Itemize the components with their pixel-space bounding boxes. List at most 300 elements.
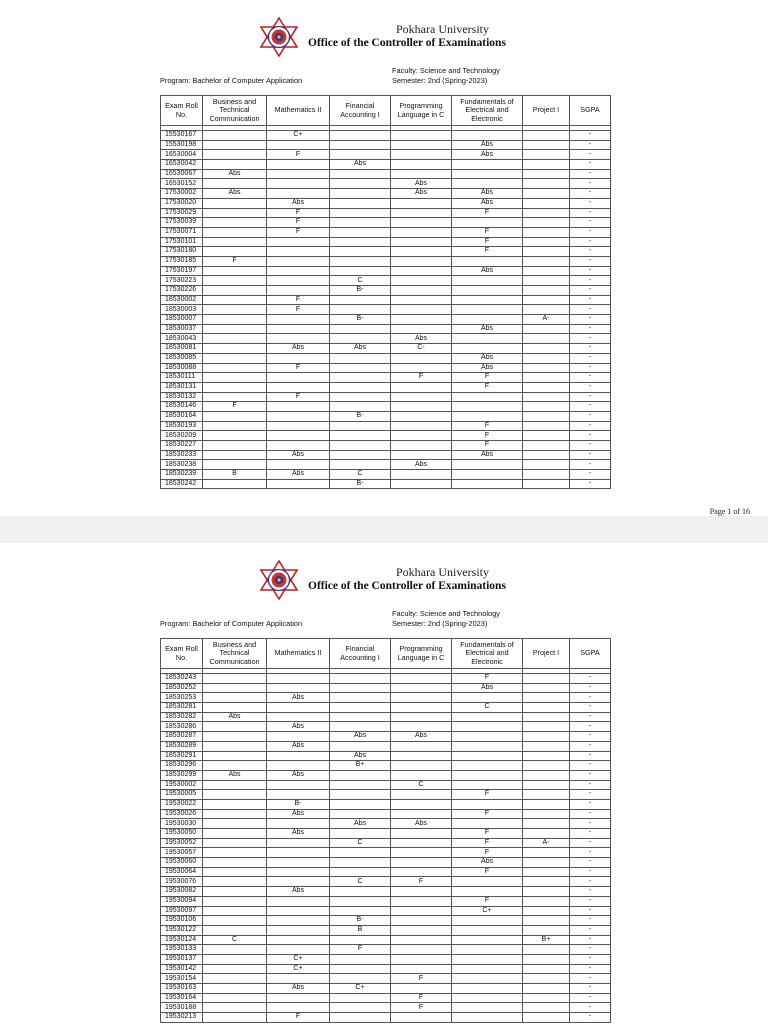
table-row — [161, 741, 611, 751]
col-header-mathematics: Mathematics II — [267, 96, 330, 126]
grade-cell: Abs — [330, 751, 391, 761]
grade-cell — [523, 460, 570, 470]
grade-cell — [330, 189, 391, 199]
exam-roll-cell: 19530030 — [161, 819, 203, 829]
grade-cell: F — [452, 441, 523, 451]
grade-cell — [523, 741, 570, 751]
sgpa-cell: - — [570, 722, 611, 732]
sgpa-cell: - — [570, 295, 611, 305]
grade-cell — [330, 324, 391, 334]
grade-cell — [523, 169, 570, 179]
grade-cell — [523, 334, 570, 344]
table-row — [161, 373, 611, 383]
grade-cell: F — [452, 838, 523, 848]
grade-cell — [267, 334, 330, 344]
grade-cell — [523, 421, 570, 431]
grade-cell: Abs — [452, 858, 523, 868]
grade-cell — [203, 974, 267, 984]
grade-cell — [330, 906, 391, 916]
grade-cell — [267, 237, 330, 247]
sgpa-cell: - — [570, 945, 611, 955]
table-row — [161, 858, 611, 868]
grade-cell — [267, 780, 330, 790]
grade-cell — [391, 479, 452, 489]
grade-cell — [452, 460, 523, 470]
table-row — [161, 411, 611, 421]
exam-roll-cell: 18530085 — [161, 353, 203, 363]
grade-cell — [523, 780, 570, 790]
grade-cell: F — [452, 790, 523, 800]
grade-cell — [203, 964, 267, 974]
grade-cell — [452, 974, 523, 984]
grade-cell — [523, 402, 570, 412]
sgpa-cell: - — [570, 790, 611, 800]
grade-cell — [523, 916, 570, 926]
grade-cell — [267, 353, 330, 363]
grade-cell — [523, 703, 570, 713]
sgpa-cell: - — [570, 392, 611, 402]
grade-cell — [523, 450, 570, 460]
grade-cell — [523, 363, 570, 373]
table-row — [161, 392, 611, 402]
grade-cell — [330, 858, 391, 868]
grade-cell — [391, 431, 452, 441]
grade-cell — [203, 703, 267, 713]
table-body — [161, 669, 611, 1023]
grade-cell — [391, 160, 452, 170]
grade-cell — [203, 867, 267, 877]
grade-cell — [330, 799, 391, 809]
table-row — [161, 887, 611, 897]
grade-cell — [203, 382, 267, 392]
table-header-row — [161, 639, 611, 669]
grade-cell — [523, 693, 570, 703]
grade-cell — [523, 732, 570, 742]
grade-cell — [391, 218, 452, 228]
grade-cell: F — [391, 993, 452, 1003]
sgpa-cell: - — [570, 867, 611, 877]
grade-cell — [267, 373, 330, 383]
faculty-label: Faculty: Science and Technology — [392, 609, 500, 618]
table-row — [161, 925, 611, 935]
table-row — [161, 460, 611, 470]
grade-cell — [203, 741, 267, 751]
grade-cell — [267, 479, 330, 489]
grade-cell: C — [330, 276, 391, 286]
grade-cell — [203, 218, 267, 228]
grade-cell — [267, 848, 330, 858]
grade-cell — [203, 150, 267, 160]
exam-roll-cell: 18530242 — [161, 479, 203, 489]
grade-cell: Abs — [267, 450, 330, 460]
grade-cell — [267, 858, 330, 868]
grade-cell: C — [330, 470, 391, 480]
exam-roll-cell: 17530002 — [161, 189, 203, 199]
grade-cell — [203, 392, 267, 402]
grade-cell — [391, 382, 452, 392]
grade-cell — [452, 479, 523, 489]
grade-cell — [391, 906, 452, 916]
grade-cell — [203, 208, 267, 218]
table-row — [161, 761, 611, 771]
grade-cell: Abs — [391, 334, 452, 344]
grade-cell — [452, 131, 523, 141]
grade-cell: F — [452, 431, 523, 441]
table-row — [161, 877, 611, 887]
sgpa-cell: - — [570, 770, 611, 780]
table-row — [161, 218, 611, 228]
grade-cell — [203, 896, 267, 906]
grade-cell — [203, 198, 267, 208]
sgpa-cell: - — [570, 373, 611, 383]
grade-cell — [267, 160, 330, 170]
university-logo-icon — [259, 560, 299, 600]
sgpa-cell: - — [570, 974, 611, 984]
grade-cell — [523, 799, 570, 809]
table-header-row — [161, 96, 611, 126]
grade-cell — [203, 140, 267, 150]
sgpa-cell: - — [570, 276, 611, 286]
grade-cell — [203, 353, 267, 363]
grade-cell: F — [391, 1003, 452, 1013]
exam-roll-cell: 16530042 — [161, 160, 203, 170]
exam-roll-cell: 19530097 — [161, 906, 203, 916]
sgpa-cell: - — [570, 363, 611, 373]
sgpa-cell: - — [570, 1013, 611, 1023]
program-label: Program: Bachelor of Computer Application — [160, 619, 303, 628]
grade-cell — [523, 809, 570, 819]
grade-cell — [203, 305, 267, 315]
sgpa-cell: - — [570, 780, 611, 790]
table-row — [161, 382, 611, 392]
grade-cell — [452, 712, 523, 722]
grade-cell: Abs — [391, 179, 452, 189]
grade-cell — [330, 334, 391, 344]
grade-cell: F — [452, 809, 523, 819]
exam-roll-cell: 18530291 — [161, 751, 203, 761]
grade-cell — [203, 276, 267, 286]
sgpa-cell: - — [570, 761, 611, 771]
grade-cell — [523, 925, 570, 935]
table-row — [161, 935, 611, 945]
grade-cell: F — [391, 373, 452, 383]
grade-cell — [391, 237, 452, 247]
grade-cell: Abs — [267, 470, 330, 480]
grade-cell: Abs — [452, 198, 523, 208]
grade-cell — [330, 373, 391, 383]
grade-cell — [267, 867, 330, 877]
grade-cell — [203, 266, 267, 276]
page-separator — [0, 516, 768, 543]
exam-roll-cell: 18530238 — [161, 460, 203, 470]
grade-cell — [203, 131, 267, 141]
table-row — [161, 954, 611, 964]
table-row — [161, 140, 611, 150]
grade-cell — [391, 295, 452, 305]
grade-cell — [391, 305, 452, 315]
grade-cell — [330, 964, 391, 974]
exam-roll-cell: 16530004 — [161, 150, 203, 160]
table-row — [161, 189, 611, 199]
grade-cell: Abs — [391, 189, 452, 199]
exam-roll-cell: 17530039 — [161, 218, 203, 228]
grade-cell — [267, 838, 330, 848]
grade-cell — [267, 286, 330, 296]
grade-cell — [523, 867, 570, 877]
grade-cell — [391, 683, 452, 693]
grade-cell — [330, 140, 391, 150]
grade-cell — [452, 402, 523, 412]
grade-cell — [267, 169, 330, 179]
grade-cell — [391, 751, 452, 761]
sgpa-cell: - — [570, 858, 611, 868]
grade-cell — [267, 402, 330, 412]
grade-cell: C+ — [267, 964, 330, 974]
grade-cell — [391, 674, 452, 684]
table-row — [161, 131, 611, 141]
grade-cell — [523, 674, 570, 684]
grade-cell — [391, 276, 452, 286]
col-header-exam-roll: Exam Roll No. — [161, 96, 203, 126]
grade-cell — [452, 169, 523, 179]
table-row — [161, 838, 611, 848]
grade-cell — [203, 227, 267, 237]
grade-cell — [523, 160, 570, 170]
table-row — [161, 712, 611, 722]
exam-roll-cell: 17530101 — [161, 237, 203, 247]
table-row — [161, 295, 611, 305]
grade-cell — [391, 693, 452, 703]
grade-cell — [203, 247, 267, 257]
grade-cell — [391, 703, 452, 713]
sgpa-cell: - — [570, 984, 611, 994]
sgpa-cell: - — [570, 838, 611, 848]
grade-cell — [330, 305, 391, 315]
sgpa-cell: - — [570, 247, 611, 257]
grade-cell — [203, 790, 267, 800]
office-title: Office of the Controller of Examinations — [308, 37, 506, 49]
grade-cell — [267, 421, 330, 431]
grade-cell — [203, 1003, 267, 1013]
grade-cell — [452, 218, 523, 228]
grade-cell — [203, 315, 267, 325]
grade-cell — [391, 140, 452, 150]
table-row — [161, 819, 611, 829]
grade-cell — [523, 984, 570, 994]
grade-cell — [203, 829, 267, 839]
grade-cell: B- — [330, 286, 391, 296]
grade-cell — [391, 799, 452, 809]
grade-cell: C — [330, 838, 391, 848]
grade-cell — [267, 674, 330, 684]
grade-cell — [523, 131, 570, 141]
grade-cell — [391, 324, 452, 334]
exam-roll-cell: 19530060 — [161, 858, 203, 868]
grade-cell — [523, 382, 570, 392]
sgpa-cell: - — [570, 334, 611, 344]
grade-cell — [452, 819, 523, 829]
grade-cell — [523, 392, 570, 402]
grade-cell: F — [330, 945, 391, 955]
grade-cell — [203, 906, 267, 916]
grade-cell — [203, 674, 267, 684]
col-header-programming-c: Programming Language in C — [391, 639, 452, 669]
sgpa-cell: - — [570, 1003, 611, 1013]
grade-cell — [267, 1003, 330, 1013]
col-header-programming-c: Programming Language in C — [391, 96, 452, 126]
grade-cell — [391, 925, 452, 935]
grade-cell: Abs — [452, 189, 523, 199]
grade-cell — [391, 712, 452, 722]
table-row — [161, 315, 611, 325]
grade-cell: Abs — [452, 140, 523, 150]
exam-roll-cell: 18530193 — [161, 421, 203, 431]
grade-cell — [523, 470, 570, 480]
grade-cell — [391, 809, 452, 819]
grade-cell — [523, 247, 570, 257]
grade-cell — [452, 276, 523, 286]
sgpa-cell: - — [570, 693, 611, 703]
sgpa-cell: - — [570, 906, 611, 916]
grade-cell: F — [452, 421, 523, 431]
faculty-label: Faculty: Science and Technology — [392, 66, 500, 75]
table-row — [161, 344, 611, 354]
grade-cell: F — [267, 150, 330, 160]
grade-cell — [523, 993, 570, 1003]
grade-cell — [203, 693, 267, 703]
grade-cell — [203, 421, 267, 431]
table-row — [161, 198, 611, 208]
grade-cell: F — [452, 208, 523, 218]
table-row — [161, 150, 611, 160]
grade-cell — [523, 198, 570, 208]
sgpa-cell: - — [570, 741, 611, 751]
grade-cell — [267, 732, 330, 742]
grade-cell — [523, 829, 570, 839]
grade-cell: Abs — [452, 266, 523, 276]
grade-cell: C — [452, 703, 523, 713]
grade-cell — [203, 945, 267, 955]
grade-cell — [330, 829, 391, 839]
grade-cell: F — [267, 218, 330, 228]
grade-cell — [523, 286, 570, 296]
sgpa-cell: - — [570, 954, 611, 964]
grade-cell — [203, 819, 267, 829]
exam-roll-cell: 19530106 — [161, 916, 203, 926]
grade-cell — [523, 150, 570, 160]
grade-cell: Abs — [391, 460, 452, 470]
grade-cell — [452, 887, 523, 897]
grade-cell — [267, 712, 330, 722]
grade-cell: B- — [267, 799, 330, 809]
sgpa-cell: - — [570, 305, 611, 315]
sgpa-cell: - — [570, 460, 611, 470]
table-row — [161, 266, 611, 276]
grade-cell — [267, 140, 330, 150]
table-row — [161, 479, 611, 489]
grade-cell — [391, 411, 452, 421]
grade-cell: F — [452, 382, 523, 392]
grade-cell — [203, 479, 267, 489]
col-header-business-communication: Business and Technical Communication — [203, 96, 267, 126]
col-header-financial-accounting: Financial Accounting I — [330, 639, 391, 669]
exam-roll-cell: 19530022 — [161, 799, 203, 809]
grade-cell — [330, 392, 391, 402]
grade-cell: F — [452, 237, 523, 247]
grade-cell: B+ — [523, 935, 570, 945]
exam-roll-cell: 18530296 — [161, 761, 203, 771]
exam-roll-cell: 19530094 — [161, 896, 203, 906]
sgpa-cell: - — [570, 421, 611, 431]
grade-cell: F — [391, 974, 452, 984]
sgpa-cell: - — [570, 887, 611, 897]
table-row — [161, 780, 611, 790]
grade-cell — [267, 751, 330, 761]
grade-cell — [391, 247, 452, 257]
program-label: Program: Bachelor of Computer Application — [160, 76, 303, 85]
grade-cell — [330, 954, 391, 964]
grade-cell: B- — [330, 479, 391, 489]
grade-cell: Abs — [330, 160, 391, 170]
grade-cell — [523, 266, 570, 276]
grade-cell — [203, 877, 267, 887]
sgpa-cell: - — [570, 819, 611, 829]
col-header-sgpa: SGPA — [570, 639, 611, 669]
exam-roll-cell: 19530122 — [161, 925, 203, 935]
grade-cell — [330, 208, 391, 218]
sgpa-cell: - — [570, 712, 611, 722]
table-row — [161, 945, 611, 955]
table-row — [161, 421, 611, 431]
table-row — [161, 470, 611, 480]
grade-cell — [523, 751, 570, 761]
grade-cell — [452, 344, 523, 354]
grade-cell — [391, 450, 452, 460]
exam-roll-cell: 16530067 — [161, 169, 203, 179]
sgpa-cell: - — [570, 964, 611, 974]
grade-cell — [523, 683, 570, 693]
grade-cell: Abs — [203, 169, 267, 179]
grade-cell: C+ — [267, 131, 330, 141]
grade-cell — [330, 780, 391, 790]
grade-cell — [391, 887, 452, 897]
sgpa-cell: - — [570, 353, 611, 363]
sgpa-cell: - — [570, 683, 611, 693]
grade-cell — [391, 470, 452, 480]
grade-cell — [391, 402, 452, 412]
grade-cell: Abs — [330, 344, 391, 354]
table-row — [161, 993, 611, 1003]
grade-cell — [267, 247, 330, 257]
grade-cell — [267, 382, 330, 392]
table-row — [161, 441, 611, 451]
grade-cell — [330, 693, 391, 703]
grade-cell — [203, 411, 267, 421]
grade-cell — [203, 460, 267, 470]
grade-cell — [523, 227, 570, 237]
grade-cell — [391, 896, 452, 906]
grade-cell — [203, 286, 267, 296]
grade-cell: C — [330, 877, 391, 887]
grade-cell — [267, 683, 330, 693]
sgpa-cell: - — [570, 441, 611, 451]
table-row — [161, 964, 611, 974]
grade-cell — [452, 761, 523, 771]
grade-cell — [452, 751, 523, 761]
document-page-2 — [0, 543, 768, 1024]
grade-cell — [452, 1003, 523, 1013]
grade-cell — [330, 974, 391, 984]
